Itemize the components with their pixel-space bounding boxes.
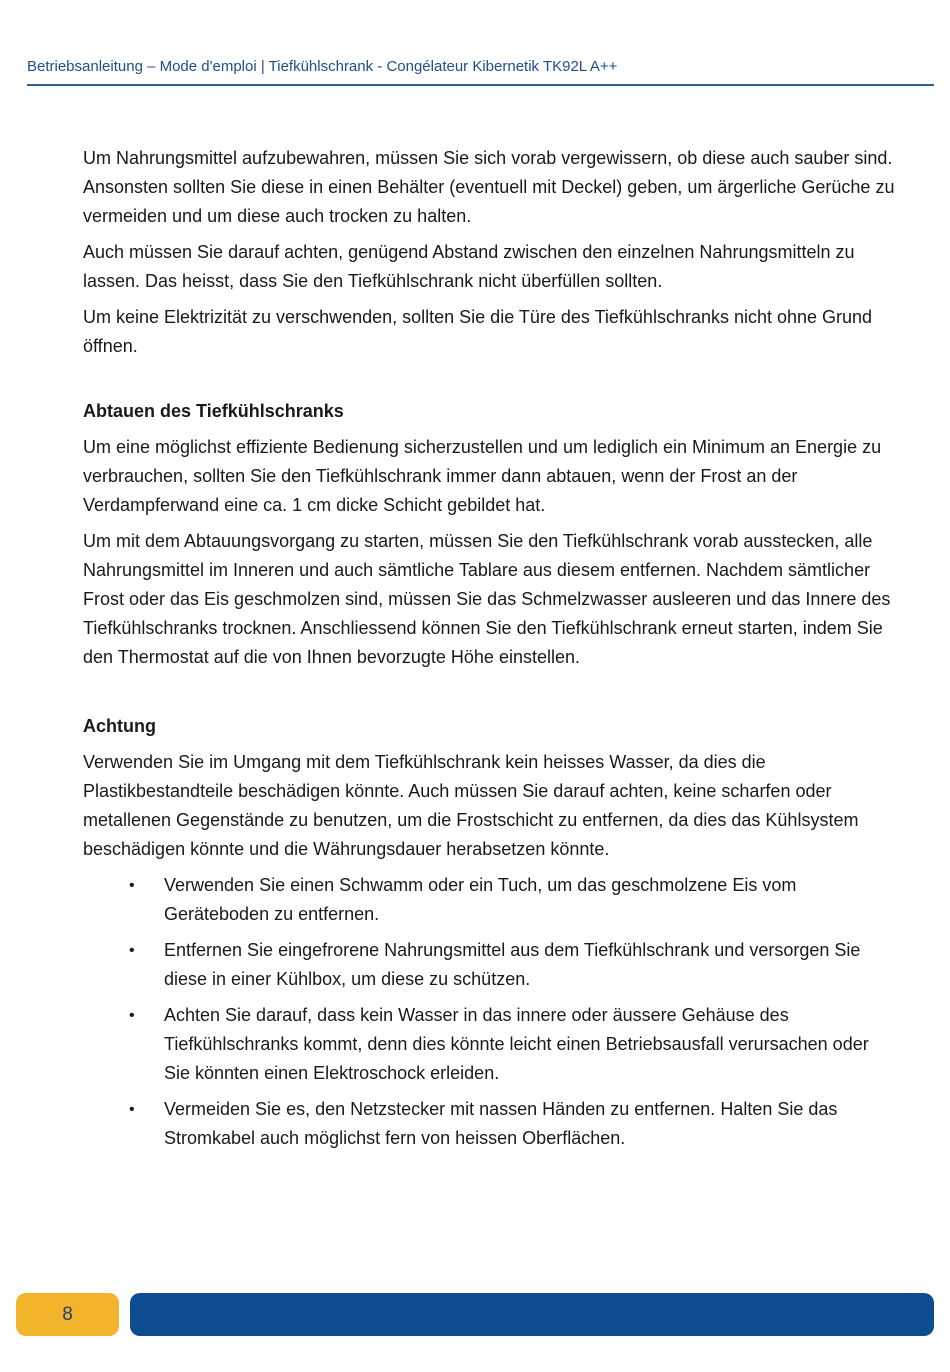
warning-bullet-list (83, 871, 898, 1153)
list-item-text: Achten Sie darauf, dass kein Wasser in das innere oder äussere Gehäuse des Tiefkühlschranks kommt, denn dies könnte leicht einen Betriebsausfall verursachen oder Sie könnten einen Elektroschock erleiden. (164, 1005, 869, 1083)
header-divider (27, 84, 934, 86)
bullet-icon: • (129, 877, 135, 894)
page-body (83, 144, 898, 1160)
list-item (83, 871, 898, 929)
warning-paragraph: Verwenden Sie im Umgang mit dem Tiefkühlschrank kein heisses Wasser, da dies die Plastikbestandteile beschädigen könnte. Auch müssen Sie darauf achten, keine scharfen oder metallenen Gegenstände zu benutzen, um die Frostschicht zu entfernen, da dies das Kühlsystem beschädigen könnte und die Währungsdauer herabsetzen könnte. (83, 752, 859, 859)
intro-paragraph-2: Auch müssen Sie darauf achten, genügend Abstand zwischen den einzelnen Nahrungsmitteln zu lassen. Das heisst, dass Sie den Tiefkühlschrank nicht überfüllen sollten. (83, 242, 855, 291)
section-heading-warning: Achtung (83, 716, 156, 736)
list-item-text: Entfernen Sie eingefrorene Nahrungsmittel aus dem Tiefkühlschrank und versorgen Sie diese in einer Kühlbox, um diese zu schützen. (164, 940, 861, 989)
bullet-icon: • (129, 1007, 135, 1024)
bullet-icon: • (129, 1101, 135, 1118)
list-item-text: Vermeiden Sie es, den Netzstecker mit nassen Händen zu entfernen. Halten Sie das Stromkabel auch möglichst fern von heissen Oberflächen. (164, 1099, 838, 1148)
defrost-paragraph-1: Um eine möglichst effiziente Bedienung sicherzustellen und um lediglich ein Minimum an Energie zu verbrauchen, sollten Sie den Tiefkühlschrank immer dann abtauen, wenn der Frost an der Verdampferwand eine ca. 1 cm dicke Schicht gebildet hat. (83, 437, 882, 515)
list-item (83, 1001, 898, 1088)
bullet-icon: • (129, 942, 135, 959)
list-item-text: Verwenden Sie einen Schwamm oder ein Tuch, um das geschmolzene Eis vom Geräteboden zu entfernen. (164, 875, 797, 924)
document-header: Betriebsanleitung – Mode d'emploi | Tiefkühlschrank - Congélateur Kibernetik TK92L A++ (27, 58, 618, 75)
page-number-badge (16, 1293, 119, 1336)
footer-bar (130, 1293, 934, 1336)
page-number: 8 (62, 1303, 73, 1325)
section-heading-defrost: Abtauen des Tiefkühlschranks (83, 401, 344, 421)
intro-paragraph-3: Um keine Elektrizität zu verschwenden, sollten Sie die Türe des Tiefkühlschranks nicht ohne Grund öffnen. (83, 307, 873, 356)
intro-paragraph-1: Um Nahrungsmittel aufzubewahren, müssen Sie sich vorab vergewissern, ob diese auch sauber sind. Ansonsten sollten Sie diese in einen Behälter (eventuell mit Deckel) geben, um ärgerliche Gerüche zu vermeiden und um diese auch trocken zu halten. (83, 148, 895, 226)
list-item (83, 1095, 898, 1153)
defrost-paragraph-2: Um mit dem Abtauungsvorgang zu starten, müssen Sie den Tiefkühlschrank vorab ausstecken, alle Nahrungsmittel im Inneren und auch sämtliche Tablare aus diesem entfernen. Nachdem sämtlicher Frost oder das Eis geschmolzen sind, müssen Sie das Schmelzwasser ausleeren und das Innere des Tiefkühlschranks trocknen. Anschliessend können Sie den Tiefkühlschrank erneut starten, indem Sie den Thermostat auf die von Ihnen bevorzugte Höhe einstellen. (83, 531, 891, 667)
list-item (83, 936, 898, 994)
